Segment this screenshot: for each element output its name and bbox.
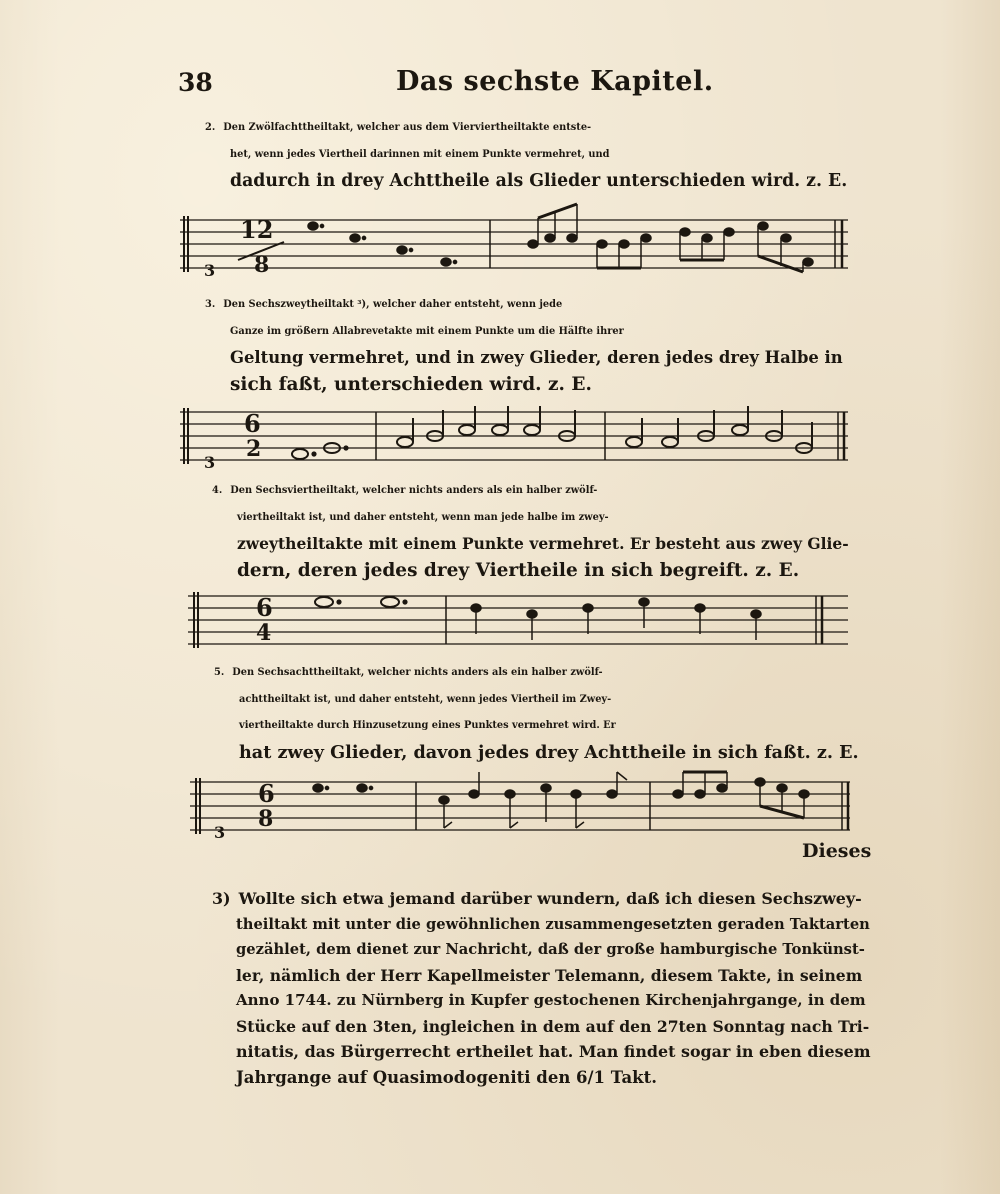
footnote-line: Stücke auf den 3ten, ingleichen in dem auf den 27ten Sonntag nach Tri- — [236, 1016, 870, 1036]
time-signature-numerator: 12 — [240, 215, 274, 244]
note-head — [350, 234, 360, 242]
section-number: 5. — [214, 667, 225, 678]
notes — [315, 597, 407, 607]
footnote-line: Jahrgange auf Quasimodogeniti den 6/1 Takt. — [236, 1067, 657, 1087]
section-5 — [214, 660, 859, 766]
section-line: dern, deren jedes drey Viertheile in sich begreift. z. E. — [237, 559, 800, 581]
staff-lines — [190, 782, 850, 830]
footnote-line: ler, nämlich der Herr Kapellmeister Telemann, diesem Takte, in seinem — [236, 965, 863, 985]
catchword: Dieses — [802, 840, 872, 862]
footnote-line: Anno 1744. zu Nürnberg in Kupfer gestochenen Kirchenjahrgange, in dem — [236, 991, 866, 1009]
section-line: hat zwey Glieder, davon jedes drey Achttheile in sich faßt. z. E. — [239, 741, 859, 763]
time-signature-numerator: 6 — [258, 779, 275, 808]
section-number: 3. — [205, 299, 216, 310]
page-number: 38 — [178, 68, 213, 97]
notes — [313, 772, 809, 828]
section-3 — [205, 292, 843, 398]
music-example-6-2 — [180, 406, 852, 470]
staff-lines — [188, 596, 848, 644]
section-line: viertheiltakt ist, und daher entsteht, wenn man jede halbe im zwey- — [237, 511, 609, 523]
section-line: Den Zwölfachttheiltakt, welcher aus dem Vierviertheiltakte entste- — [223, 122, 592, 133]
footnote-marker: 3) — [212, 889, 231, 908]
time-signature-numerator: 6 — [244, 409, 261, 438]
section-line: Den Sechsachttheiltakt, welcher nichts anders als ein halber zwölf- — [232, 667, 603, 678]
time-signature-denominator: 2 — [246, 436, 262, 462]
section-number: 4. — [212, 485, 223, 496]
notes — [292, 406, 812, 459]
note-head — [528, 240, 538, 248]
music-example-12-8 — [180, 210, 852, 280]
time-signature-denominator: 4 — [256, 620, 272, 646]
running-head: Das sechste Kapitel. — [396, 66, 714, 97]
clef-3: 3 — [204, 453, 216, 472]
section-line: zweytheiltakte mit einem Punkte vermehret. Er besteht aus zwey Glie- — [237, 534, 849, 553]
section-2 — [205, 115, 847, 195]
section-line: Geltung vermehret, und in zwey Glieder, deren jedes drey Halbe in — [230, 348, 843, 367]
section-line: achttheiltakt ist, und daher entsteht, wenn jedes Viertheil im Zwey- — [239, 693, 612, 705]
notes — [308, 204, 813, 272]
footnote — [212, 886, 872, 1090]
section-4 — [212, 478, 849, 584]
page-header — [178, 66, 848, 106]
section-number: 2. — [205, 122, 216, 133]
note-head — [308, 222, 318, 230]
clef-3: 3 — [214, 823, 226, 842]
time-signature-numerator: 6 — [256, 593, 273, 622]
quarter-notes — [471, 598, 761, 640]
clef-3: 3 — [204, 261, 216, 280]
note-head — [397, 246, 407, 254]
footnote-line: theiltakt mit unter die gewöhnlichen zusammengesetzten geraden Taktarten — [236, 915, 870, 933]
note-head — [441, 258, 451, 266]
time-signature-denominator: 8 — [254, 252, 270, 278]
footnote-line: gezählet, dem dienet zur Nachricht, daß der große hamburgische Tonkünst- — [236, 941, 865, 958]
section-line: Den Sechsviertheiltakt, welcher nichts anders als ein halber zwölf- — [230, 485, 598, 496]
section-line: Ganze im größern Allabrevetakte mit einem Punkte um die Hälfte ihrer — [230, 325, 624, 337]
footnote-line: Wollte sich etwa jemand darüber wundern, daß ich diesen Sechszwey- — [238, 889, 862, 908]
time-signature-denominator: 8 — [258, 806, 274, 832]
section-line: dadurch in drey Achttheile als Glieder unterschieden wird. z. E. — [230, 171, 848, 191]
section-line: Den Sechszweytheiltakt ³), welcher daher entsteht, wenn jede — [223, 299, 563, 310]
section-line: het, wenn jedes Viertheil darinnen mit einem Punkte vermehret, und — [230, 148, 610, 160]
music-example-6-8 — [190, 772, 854, 842]
footnote-line: nitatis, das Bürgerrecht ertheilet hat. Man findet sogar in eben diesem — [236, 1042, 871, 1061]
section-line: sich faßt, unterschieden wird. z. E. — [230, 373, 592, 395]
music-example-6-4 — [188, 592, 852, 656]
section-line: viertheiltakte durch Hinzusetzung eines Punktes vermehret wird. Er — [239, 720, 616, 731]
